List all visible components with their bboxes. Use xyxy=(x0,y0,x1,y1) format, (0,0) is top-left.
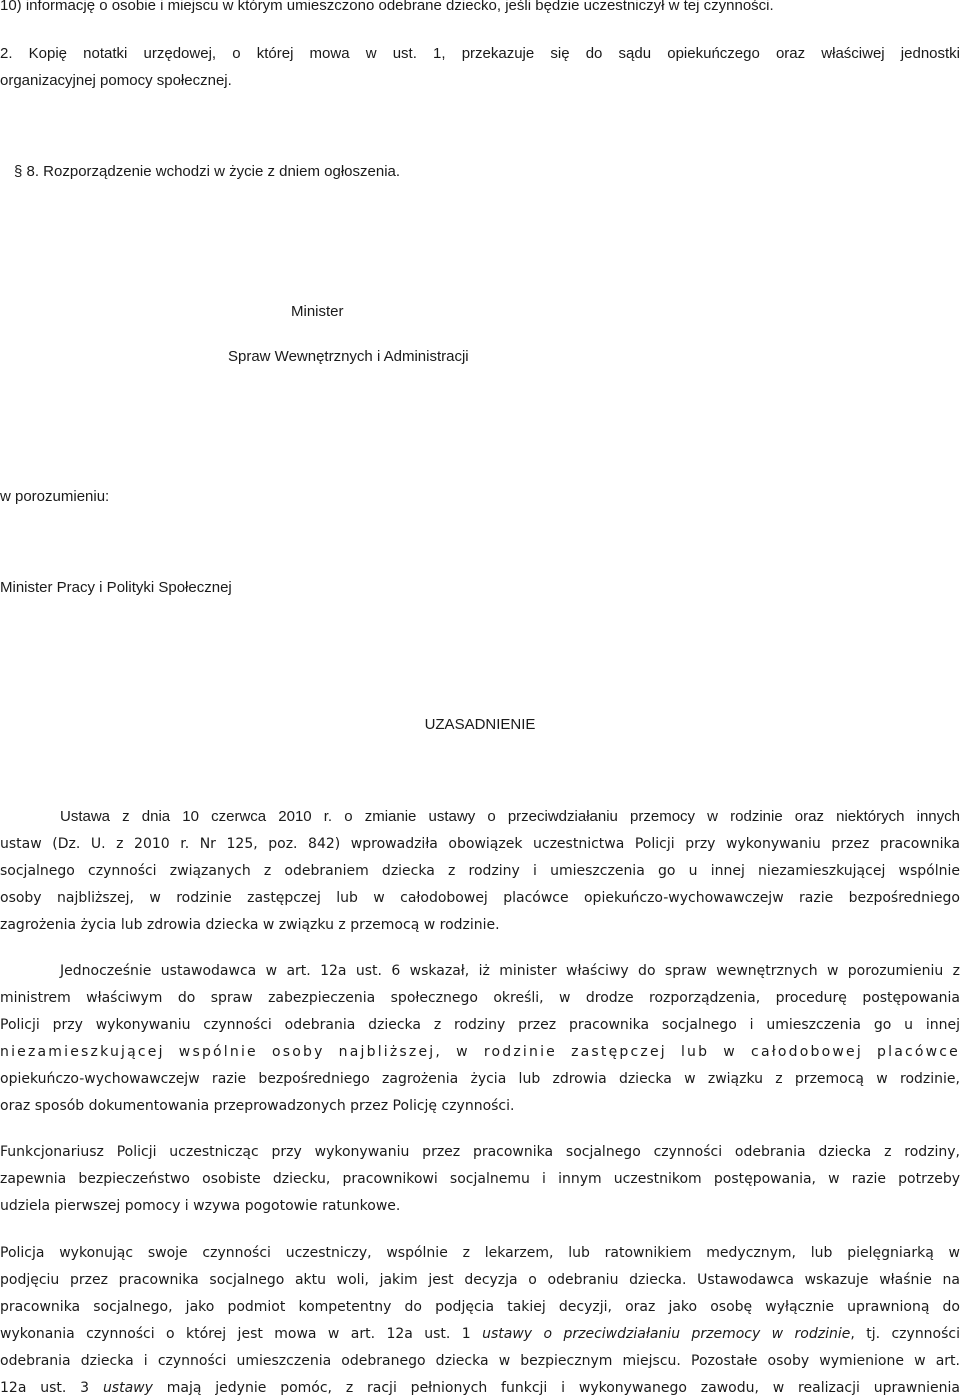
paragraph-line: organizacyjnej pomocy społecznej. xyxy=(0,72,232,89)
paragraph-line xyxy=(0,1324,960,1344)
paragraph-line: Jednocześnie ustawodawca w art. 12a ust. 6 wskazał, iż minister właściwy do spraw wewnętrznych w porozumieniu z xyxy=(60,963,960,979)
signatory-ministry: Spraw Wewnętrznych i Administracji xyxy=(228,348,469,365)
paragraph-line: zagrożenia życia lub zdrowia dziecka w związku z przemocą w rodzinie. xyxy=(0,917,500,933)
paragraph-line: niezamieszkującej wspólnie osoby najbliższej, w rodzinie zastępczej lub w całodobowej placówce xyxy=(0,1044,960,1060)
text-run: , tj. czynności xyxy=(850,1326,960,1342)
paragraph-line: 2. Kopię notatki urzędowej, o której mowa w ust. 1, przekazuje się do sądu opiekuńczego oraz właściwej jednostki xyxy=(0,45,960,62)
list-item-10: 10) informację o osobie i miejscu w którym umieszczono odebrane dziecko, jeśli będzie uczestniczył w tej czynności. xyxy=(0,0,774,14)
section-8-text: § 8. Rozporządzenie wchodzi w życie z dniem ogłoszenia. xyxy=(14,163,401,180)
signatory-title: Minister xyxy=(291,303,344,320)
paragraph-line: Ustawa z dnia 10 czerwca 2010 r. o zmianie ustawy o przeciwdziałaniu przemocy w rodzinie oraz niektórych innych xyxy=(60,808,960,825)
paragraph-line: ustaw (Dz. U. z 2010 r. Nr 125, poz. 842) wprowadziła obowiązek uczestnictwa Policji przy wykonywaniu przez pracownika xyxy=(0,836,960,852)
act-word-italic: ustawy xyxy=(102,1380,153,1396)
paragraph-line: udziela pierwszej pomocy i wzywa pogotowie ratunkowe. xyxy=(0,1198,401,1214)
paragraph-line: ministrem właściwym do spraw zabezpieczenia społecznego określi, w drodze rozporządzenia, procedurę postępowania xyxy=(0,990,960,1006)
text-run: 12a ust. 3 xyxy=(0,1380,90,1396)
paragraph-line: zapewnia bezpieczeństwo osobiste dziecku, pracownikowi socjalnemu i innym uczestnikom postępowania, w razie potrzeby xyxy=(0,1171,960,1187)
paragraph-line: pracownika socjalnego, jako podmiot kompetentny do podjęcia takiej decyzji, oraz jako osobę wyłącznie uprawnioną do xyxy=(0,1299,960,1315)
paragraph-line: Funkcjonariusz Policji uczestnicząc przy wykonywaniu przez pracownika socjalnego czynności odebrania dziecka z rodziny, xyxy=(0,1144,960,1160)
paragraph-line: podjęciu przez pracownika socjalnego aktu woli, jakim jest decyzja o odebraniu dziecka. Ustawodawca wskazuje właśnie na xyxy=(0,1272,960,1288)
paragraph-line: oraz sposób dokumentowania przeprowadzonych przez Policję czynności. xyxy=(0,1098,515,1114)
agreement-label: w porozumieniu: xyxy=(0,488,110,505)
paragraph-line: opiekuńczo-wychowawczejw razie bezpośredniego zagrożenia życia lub zdrowia dziecka w związku z przemocą w rodzinie, xyxy=(0,1071,960,1087)
paragraph-line: Policji przy wykonywaniu czynności odebrania dziecka z rodziny przez pracownika socjalnego i umieszczenia go u innej xyxy=(0,1017,960,1033)
paragraph-line: socjalnego czynności związanych z odebraniem dziecka z rodziny i umieszczenia go u innej niezamieszkującej wspólnie xyxy=(0,863,960,879)
act-title-italic: ustawy o przeciwdziałaniu przemocy w rodzinie xyxy=(482,1326,851,1342)
paragraph-line: odebrania dziecka i czynności umieszczenia odebranego dziecka w bezpiecznym miejscu. Pozostałe osoby wymienione w art. xyxy=(0,1353,960,1369)
paragraph-line: osoby najbliższej, w rodzinie zastępczej lub w całodobowej placówce opiekuńczo-wychowawczejw razie bezpośredniego xyxy=(0,890,960,906)
justification-heading: UZASADNIENIE xyxy=(424,716,536,733)
paragraph-line: Policja wykonując swoje czynności uczestniczy, wspólnie z lekarzem, lub ratownikiem medycznym, lub pielęgniarką w xyxy=(0,1245,960,1261)
text-run: wykonania czynności o której jest mowa w art. 12a ust. 1 xyxy=(0,1326,471,1342)
co-signatory: Minister Pracy i Polityki Społecznej xyxy=(0,579,232,596)
paragraph-line xyxy=(0,1378,960,1398)
text-run: mają jedynie pomóc, z racji pełnionych funkcji i wykonywanego zawodu, w realizacji uprawnienia xyxy=(166,1380,960,1396)
